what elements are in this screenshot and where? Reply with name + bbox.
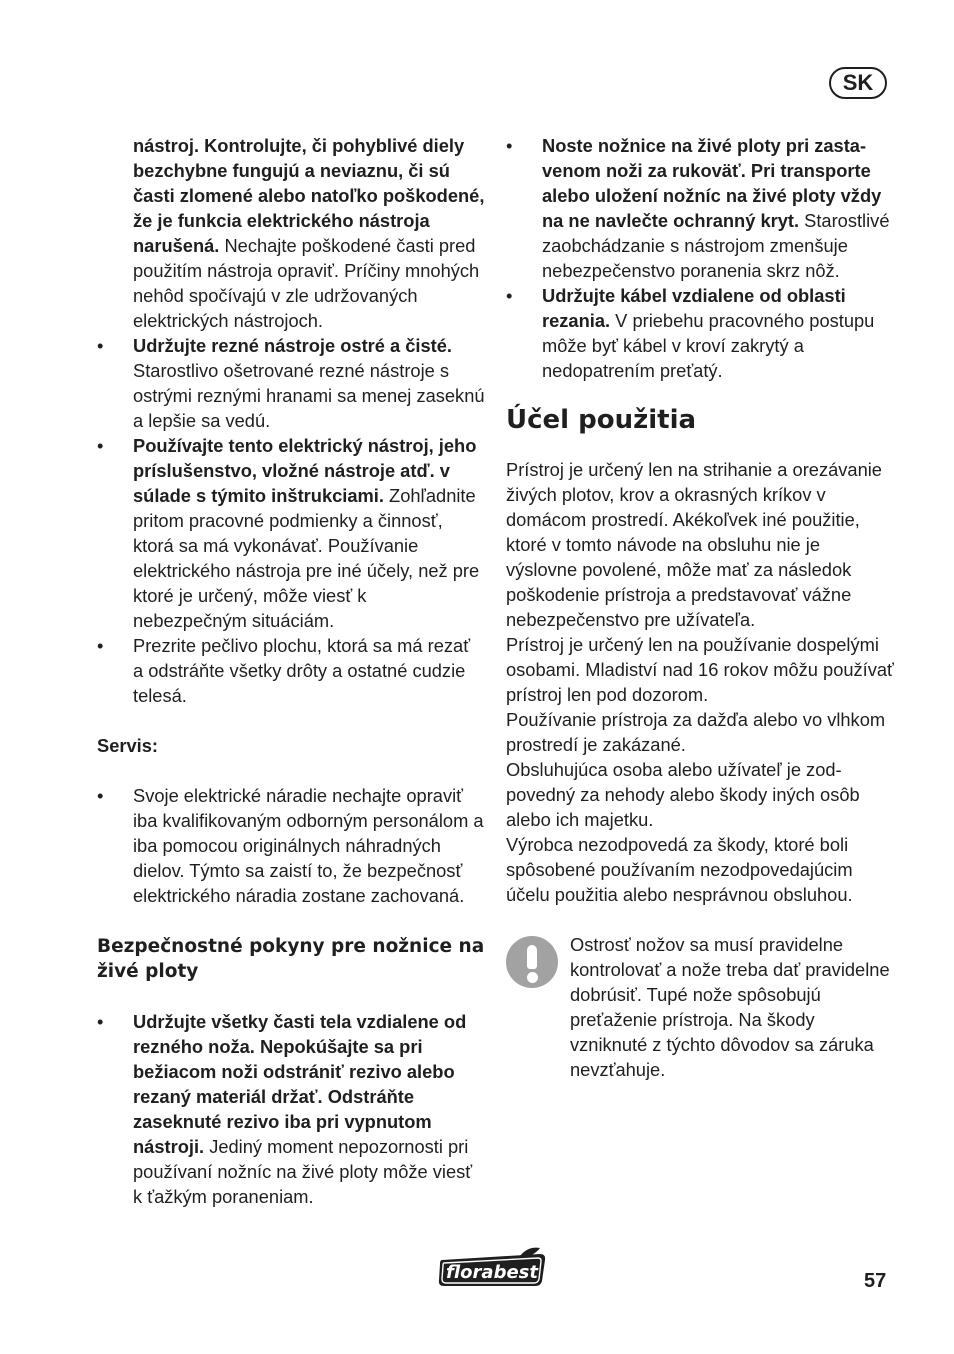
item-text: Jediný moment nepozornosti pri používaní nožníc na živé ploty môže viesť k ťažkým poraneniam.: [133, 1136, 473, 1207]
item-bold-text: Udržujte všetky časti tela vzdialene od rezného noža. Nepokúšajte sa pri bežiacom noži odstrániť rezivo alebo rezaný materiál držať. Odstráňte zaseknuté rezivo iba pri vypnutom nástroji.: [133, 1011, 467, 1157]
purpose-paragraph: Výrobca nezodpovedá za škody, ktoré boli spôsobené používaním nezodpovedajúcim účelu použitia alebo nesprávnou obsluhou.: [506, 834, 853, 905]
purpose-paragraph: Používanie prístroja za dažďa alebo vo vlhkom prostredí je zakázané.: [506, 709, 886, 755]
list-item: [97, 783, 485, 908]
language-badge: SK: [829, 67, 887, 99]
purpose-paragraph: Obsluhujúca osoba alebo užívateľ je zodpovedný za nehody alebo škody iných osôb alebo ich majetku.: [506, 759, 860, 830]
servis-heading: Servis:: [97, 735, 158, 756]
warning-note-text: Ostrosť nožov sa musí pravidelne kontrolovať a nože treba dať pravidelne dobrúsiť. Tupé nože spôsobujú preťaženie prístroja. Na škody vzniknuté z týchto dôvodov sa záruka nevzťahuje.: [570, 934, 890, 1080]
right-column: [506, 133, 896, 1082]
left-column: [97, 133, 485, 1209]
list-item: [97, 633, 485, 708]
item-bold-text: Udržujte kábel vzdialene od oblasti rezania.: [542, 285, 846, 331]
purpose-paragraph: Prístroj je určený len na strihanie a orezávanie živých plotov, krov a okrasných kríkov v domácom prostredí. Akékoľvek iné použitie, ktoré v tomto návode na obsluhu nie je výslovne povolené, môže mať za následok poškodenie prístroja a predstavovať vážne nebezpečenstvo pre užívateľa.: [506, 459, 882, 630]
item-text: Zohľadnite pritom pracovné podmienky a činnosť, ktorá sa má vykonávať. Používanie elektrického nástroja pre iné účely, než pre ktoré je určený, môže viesť k nebezpečným situáciám.: [133, 485, 480, 631]
safety-heading: Bezpečnostné pokyny pre nožnice na živé ploty: [97, 936, 485, 982]
svg-text:florabest: florabest: [446, 1262, 538, 1283]
item-bold-text: Udržujte rezné nástroje ostré a čisté.: [133, 335, 453, 356]
item-text: Starostlivé zaobchádzanie s nástrojom zmenšuje nebezpečenstvo poranenia skrz nôž.: [542, 210, 890, 281]
list-item: [97, 333, 485, 433]
purpose-paragraph: Prístroj je určený len na používanie dospelými osobami. Mladiství nad 16 rokov môžu používať prístroj len pod dozorom.: [506, 634, 894, 705]
list-item: [506, 133, 896, 283]
item-bold-text: Používajte tento elektrický nástroj, jeho príslušenstvo, vložné nástroje atď. v súlade s týmito inštrukciami.: [133, 435, 477, 506]
list-item: [97, 1009, 485, 1209]
item-text: Starostlivo ošetrované rezné nástroje s ostrými reznými hranami sa menej zaseknú a lepšie sa vedú.: [133, 360, 485, 431]
item-text: V priebehu pracovného postupu môže byť kábel v kroví zakrytý a nedopatrením preťatý.: [542, 310, 875, 381]
list-item: [506, 283, 896, 383]
list-item: [97, 433, 485, 633]
item-text: Svoje elektrické náradie nechajte opraviť iba kvalifikovaným odborným personálom a iba pomocou originálnych náhradných dielov. Týmto sa zaistí to, že bezpečnosť elektrického náradia zostane zachovaná.: [133, 785, 484, 906]
florabest-logo: [436, 1246, 550, 1290]
list-item-continued: [97, 133, 485, 333]
item-bold-text: nástroj. Kontrolujte, či pohyblivé diely bezchybne fungujú a neviaznu, či sú časti zlomené alebo natoľko poškodené, že je funkcia elektrického nástroja narušená.: [133, 135, 485, 256]
item-bold-text: Noste nožnice na živé ploty pri zastavenom noži za rukoväť. Pri transporte alebo uložení nožníc na živé ploty vždy na ne navlečte ochranný kryt.: [542, 135, 882, 231]
purpose-heading: Účel použitia: [506, 405, 697, 435]
warning-note: [506, 932, 896, 1082]
item-text: Nechajte poškodené časti pred použitím nástroja opraviť. Príčiny mnohých nehôd spočívajú v zle udržovaných elektrických nástrojoch.: [133, 235, 480, 331]
item-text: Prezrite pečlivo plochu, ktorá sa má rezať a odstráňte všetky drôty a ostatné cudzie telesá.: [133, 635, 471, 706]
page-number: 57: [864, 1270, 887, 1292]
exclamation-icon: [506, 936, 558, 988]
